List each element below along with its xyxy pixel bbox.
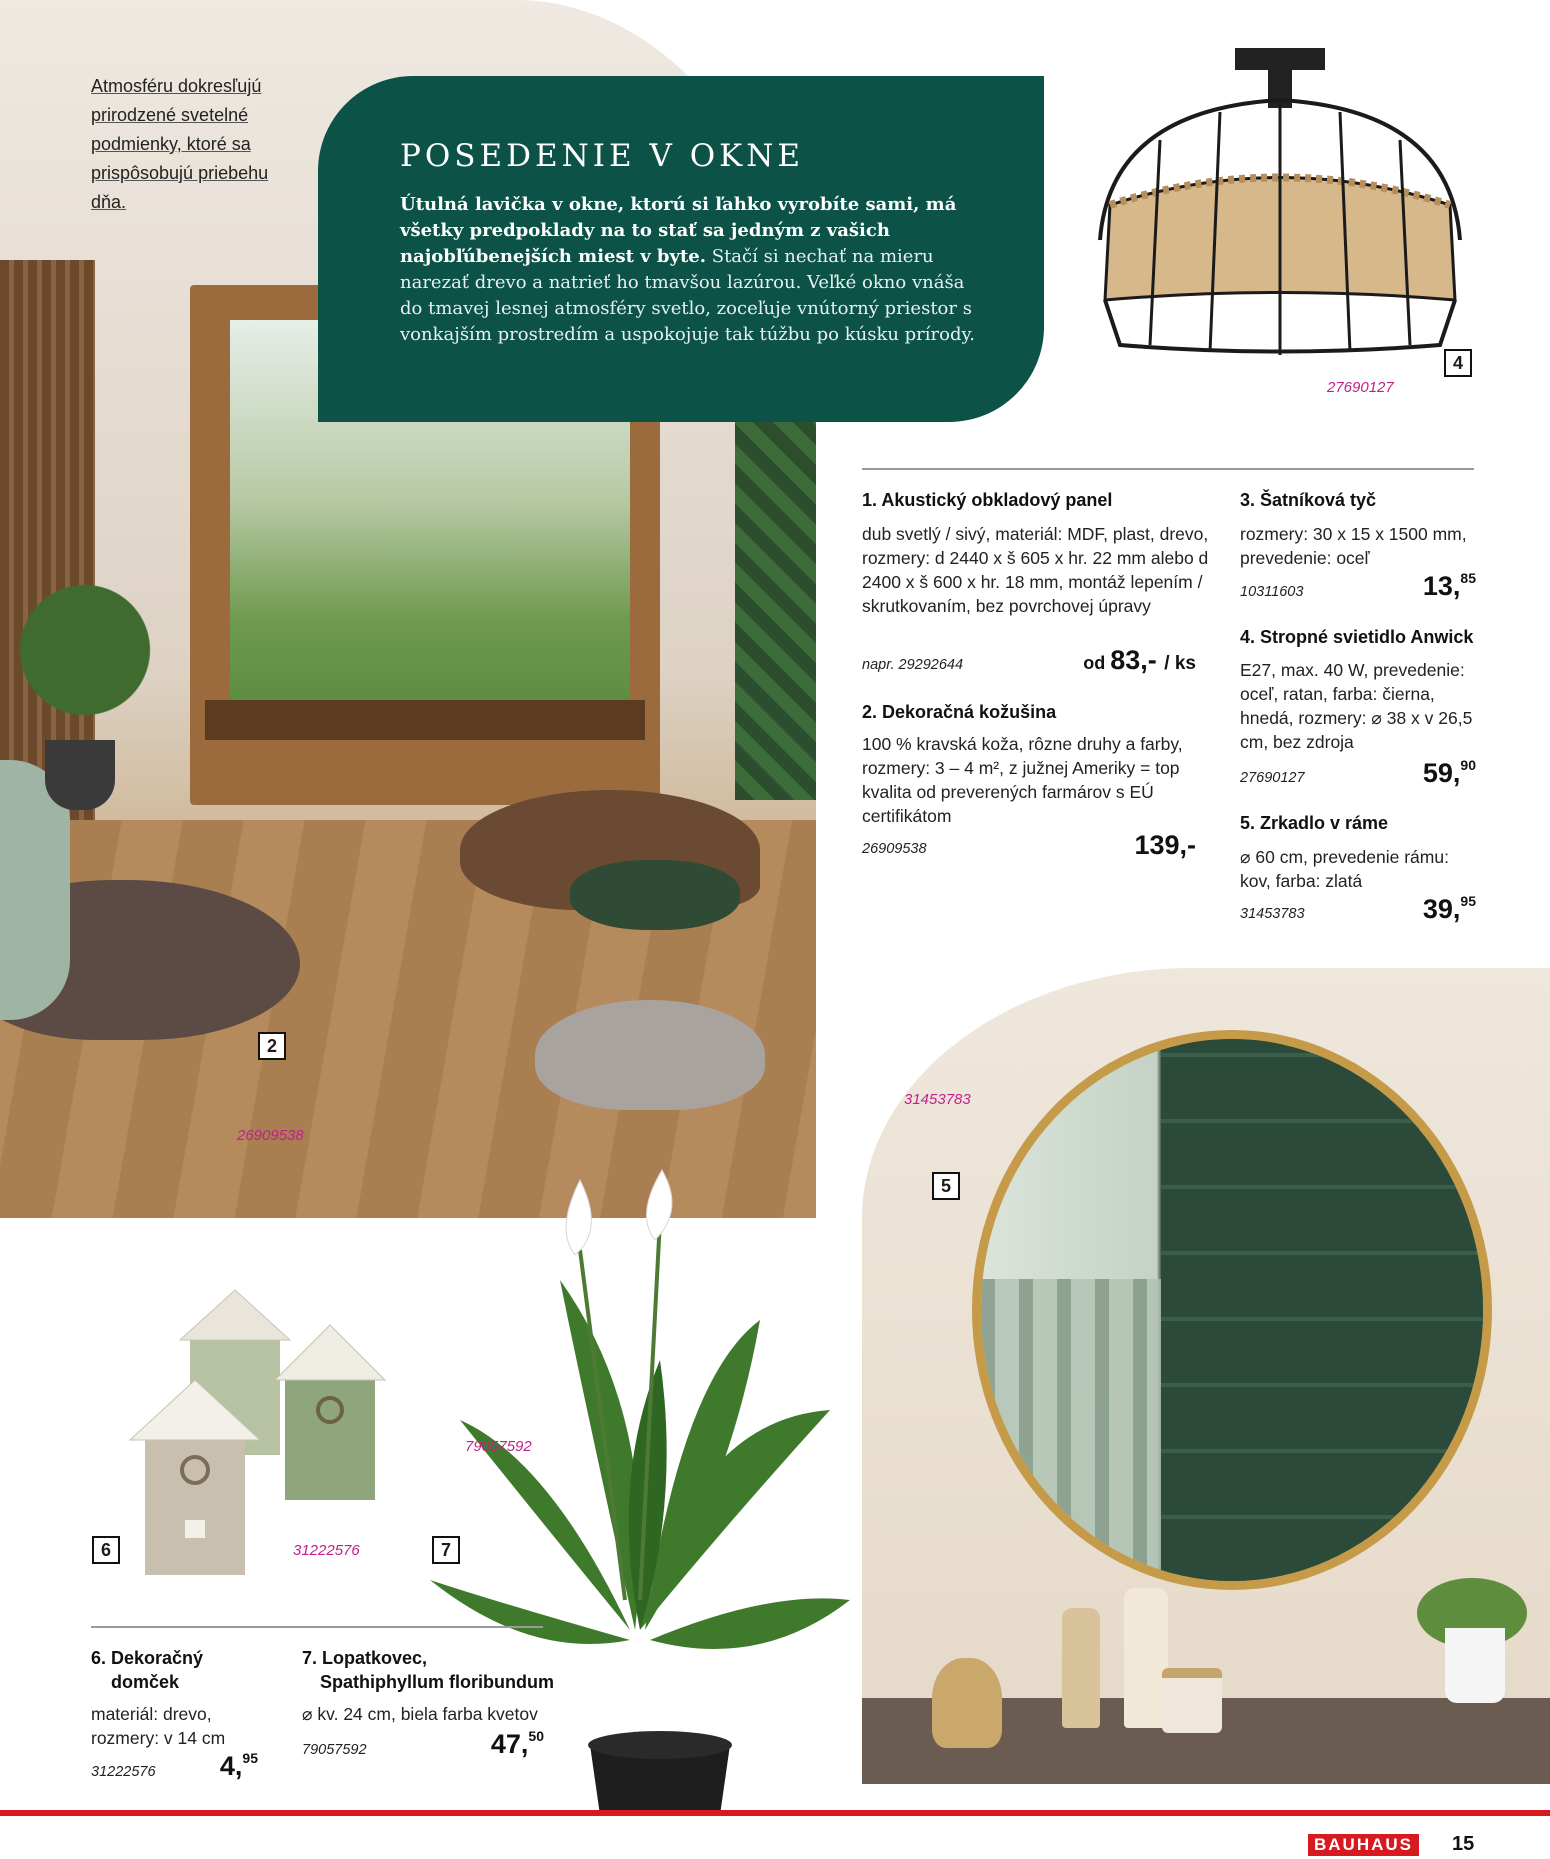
decorative-houses-image <box>120 1280 420 1580</box>
product-3-title: 3. Šatníková tyč <box>1240 490 1377 510</box>
product-6-title-line1: 6. Dekoračný <box>91 1648 204 1668</box>
product-7-code: 79057592 <box>302 1742 367 1758</box>
mirror-velvet-panels <box>1161 1039 1492 1581</box>
gold-vase <box>932 1658 1002 1748</box>
cosmetic-jar <box>1162 1668 1222 1733</box>
product-6-price-main: 4, <box>219 1751 243 1781</box>
product-6-title <box>91 1646 203 1694</box>
product-3-price-main: 13, <box>1422 571 1461 601</box>
product-7-title <box>302 1646 554 1694</box>
marker-7: 7 <box>432 1536 460 1564</box>
product-3-code: 10311603 <box>1240 584 1304 600</box>
product-1-title: 1. Akustický obkladový panel <box>862 490 1113 510</box>
footer-bar <box>0 1810 1550 1816</box>
product-7-price-cents: 50 <box>528 1728 544 1744</box>
product-6-price <box>180 1750 258 1782</box>
feature-title: POSEDENIE V OKNE <box>400 138 805 174</box>
bauhaus-logo: BAUHAUS <box>1308 1834 1419 1856</box>
product-1-desc: dub svetlý / sivý, materiál: MDF, plast, drevo, rozmery: d 2440 x š 605 x hr. 22 mm alebo d 2400 x š 600 x hr. 18 mm, montáž lepením / skrutkovaním, bez povrchovej úpravy <box>862 524 1209 616</box>
feature-lead: Útulná lavička v okne, ktorú si ľahko vyrobíte sami, má všetky predpoklady na to stať sa jedným z vašich najobľúbenejších miest v byte. <box>400 194 957 267</box>
mirror-code: 31453783 <box>904 1091 971 1108</box>
product-7-desc: ⌀ kv. 24 cm, biela farba kvetov <box>302 1704 538 1724</box>
product-4-price-cents: 90 <box>1460 757 1476 773</box>
white-pot <box>1445 1628 1505 1703</box>
product-5-price-main: 39, <box>1422 894 1461 924</box>
product-7-title-line1: 7. Lopatkovec, <box>302 1648 428 1668</box>
product-2-desc: 100 % kravská koža, rôzne druhy a farby, rozmery: 3 – 4 m², z južnej Ameriky = top kvalita od preverených farmárov s EÚ certifikátom <box>862 734 1183 826</box>
bottom-divider <box>91 1626 543 1628</box>
green-pillow <box>570 860 740 930</box>
product-6-title-line2: domček <box>111 1672 180 1692</box>
product-4-title: 4. Stropné svietidlo Anwick <box>1240 627 1474 647</box>
feature-body: Stačí si nechať na mieru narezať drevo a natrieť ho tmavšou lazúrou. Veľké okno vnáša do tmavej lesnej atmosféry svetlo, zoceľuje vnútorný priestor s vonkajším prostredím a uspokojuje tak túžbu po kúsku prírody. <box>400 246 976 345</box>
room-code: 26909538 <box>237 1127 304 1144</box>
round-mirror <box>972 1030 1492 1590</box>
gold-bottle <box>1062 1608 1100 1728</box>
product-7-price <box>460 1728 544 1760</box>
feature-box <box>318 76 1044 422</box>
product-3-price <box>1380 570 1476 602</box>
product-4-code: 27690127 <box>1240 770 1305 786</box>
feature-text <box>400 192 984 348</box>
house-right <box>275 1325 385 1500</box>
product-4-price-main: 59, <box>1422 758 1461 788</box>
ceiling-lamp-image <box>1080 40 1480 360</box>
product-1-price-unit: / ks <box>1164 653 1196 674</box>
lamp-code: 27690127 <box>1327 379 1394 396</box>
product-6-code: 31222576 <box>91 1764 156 1780</box>
product-1-price-main: 83,- <box>1110 645 1157 675</box>
window-bench <box>205 700 645 740</box>
product-6-desc: materiál: drevo, rozmery: v 14 cm <box>91 1704 226 1748</box>
product-3-desc: rozmery: 30 x 15 x 1500 mm, prevedenie: oceľ <box>1240 524 1467 568</box>
product-5-title: 5. Zrkadlo v ráme <box>1240 813 1389 833</box>
product-5-code: 31453783 <box>1240 906 1305 922</box>
product-7-price-main: 47, <box>490 1729 529 1759</box>
product-4-price <box>1380 757 1476 789</box>
marker-6: 6 <box>92 1536 120 1564</box>
marker-4: 4 <box>1444 349 1472 377</box>
product-3-price-cents: 85 <box>1460 570 1476 586</box>
plant-pot <box>45 740 115 810</box>
velvet-stool <box>535 1000 765 1110</box>
marker-5: 5 <box>932 1172 960 1200</box>
product-2-code: 26909538 <box>862 841 927 857</box>
product-2-price: 139,- <box>1134 830 1196 860</box>
lamp-canopy <box>1235 48 1325 70</box>
plant-pot-rim <box>588 1731 732 1759</box>
product-1-price <box>1060 645 1196 676</box>
product-7-title-line2: Spathiphyllum floribundum <box>320 1672 554 1692</box>
product-5-price <box>1380 893 1476 925</box>
green-wall <box>735 420 816 800</box>
plant-code: 79057592 <box>465 1438 532 1455</box>
product-6-price-cents: 95 <box>242 1750 258 1766</box>
product-5-desc: ⌀ 60 cm, prevedenie rámu: kov, farba: zlatá <box>1240 847 1449 891</box>
houses-code: 31222576 <box>293 1542 360 1559</box>
marker-2: 2 <box>258 1032 286 1060</box>
product-divider <box>862 468 1474 470</box>
product-1-price-prefix: od <box>1083 653 1111 673</box>
product-1-code: napr. 29292644 <box>862 657 964 673</box>
monstera-plant <box>10 560 160 740</box>
product-5-price-cents: 95 <box>1460 893 1476 909</box>
product-4-desc: E27, max. 40 W, prevedenie: oceľ, ratan, farba: čierna, hnedá, rozmery: ⌀ 38 x v 26,5 cm, bez zdroja <box>1240 660 1473 752</box>
page-number: 15 <box>1452 1833 1475 1855</box>
intro-note: Atmosféru dokresľujú prirodzené svetelné podmienky, ktoré sa prispôsobujú priebehu dňa. <box>91 76 269 212</box>
product-2-title: 2. Dekoračná kožušina <box>862 702 1057 722</box>
mirror-forest-reflection <box>981 1279 1171 1590</box>
